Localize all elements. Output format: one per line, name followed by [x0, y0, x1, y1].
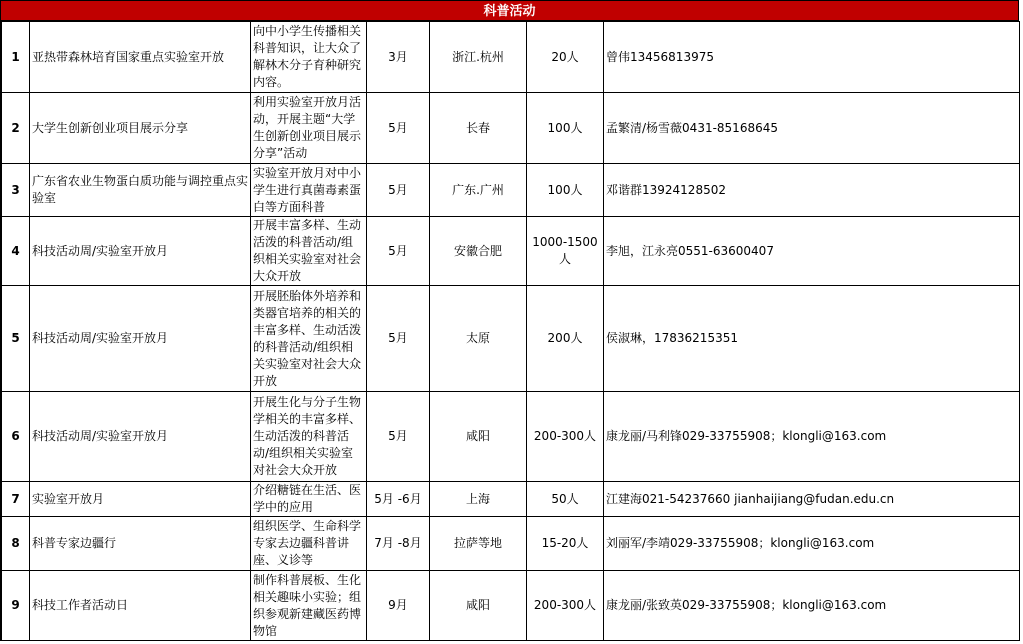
activity-name-cell: 大学生创新创业项目展示分享	[30, 93, 251, 164]
activity-description-cell: 制作科普展板、生化相关趣味小实验；组织参观新建藏医药博物馆	[251, 571, 367, 641]
activity-location-cell: 咸阳	[430, 571, 527, 641]
activity-description-cell: 实验室开放月对中小学生进行真菌毒素蛋白等方面科普	[251, 164, 367, 217]
activity-name-cell: 科普专家边疆行	[30, 517, 251, 571]
contact-cell: 康龙丽/张致英029-33755908；klongli@163.com	[604, 571, 1020, 641]
table-row	[2, 392, 1020, 482]
row-number: 7	[2, 482, 30, 517]
activity-location-cell: 太原	[430, 286, 527, 392]
table-row	[2, 286, 1020, 392]
table-row	[2, 571, 1020, 641]
contact-cell: 曾伟13456813975	[604, 22, 1020, 93]
activity-time-cell: 5月	[367, 93, 430, 164]
activity-description-cell: 利用实验室开放月活动，开展主题“大学生创新创业项目展示分享”活动	[251, 93, 367, 164]
sheet-title: 科普活动	[1, 0, 1019, 21]
row-number: 9	[2, 571, 30, 641]
contact-cell: 康龙丽/马利锋029-33755908；klongli@163.com	[604, 392, 1020, 482]
table-row	[2, 482, 1020, 517]
activity-name-cell: 广东省农业生物蛋白质功能与调控重点实验室	[30, 164, 251, 217]
participant-count-cell: 15-20人	[527, 517, 604, 571]
activity-description-cell: 开展丰富多样、生动活泼的科普活动/组织相关实验室对社会大众开放	[251, 217, 367, 286]
participant-count-cell: 20人	[527, 22, 604, 93]
activity-time-cell: 9月	[367, 571, 430, 641]
contact-cell: 孟繁清/杨雪薇0431-85168645	[604, 93, 1020, 164]
activity-time-cell: 5月 -6月	[367, 482, 430, 517]
row-number: 5	[2, 286, 30, 392]
row-number: 4	[2, 217, 30, 286]
activity-location-cell: 长春	[430, 93, 527, 164]
activity-time-cell: 5月	[367, 217, 430, 286]
activity-table	[1, 21, 1020, 641]
activity-time-cell: 5月	[367, 392, 430, 482]
activity-name-cell: 实验室开放月	[30, 482, 251, 517]
activity-name-cell: 科技活动周/实验室开放月	[30, 286, 251, 392]
activity-location-cell: 浙江.杭州	[430, 22, 527, 93]
participant-count-cell: 100人	[527, 93, 604, 164]
activity-time-cell: 5月	[367, 164, 430, 217]
activity-name-cell: 科技活动周/实验室开放月	[30, 217, 251, 286]
activity-time-cell: 5月	[367, 286, 430, 392]
table-row	[2, 517, 1020, 571]
activity-description-cell: 介绍糖链在生活、医学中的应用	[251, 482, 367, 517]
activity-time-cell: 7月 -8月	[367, 517, 430, 571]
participant-count-cell: 50人	[527, 482, 604, 517]
activity-location-cell: 广东.广州	[430, 164, 527, 217]
contact-cell: 李旭，江永亮0551-63600407	[604, 217, 1020, 286]
activity-location-cell: 上海	[430, 482, 527, 517]
activity-description-cell: 开展生化与分子生物学相关的丰富多样、生动活泼的科普活动/组织相关实验室对社会大众开放	[251, 392, 367, 482]
row-number: 3	[2, 164, 30, 217]
activity-name-cell: 科技工作者活动日	[30, 571, 251, 641]
activity-name-cell: 科技活动周/实验室开放月	[30, 392, 251, 482]
table-row	[2, 217, 1020, 286]
row-number: 1	[2, 22, 30, 93]
row-number: 6	[2, 392, 30, 482]
participant-count-cell: 200-300人	[527, 392, 604, 482]
activity-description-cell: 向中小学生传播相关科普知识，让大众了解林木分子育种研究内容。	[251, 22, 367, 93]
activity-description-cell: 组织医学、生命科学专家去边疆科普讲座、义诊等	[251, 517, 367, 571]
row-number: 2	[2, 93, 30, 164]
contact-cell: 刘丽军/李靖029-33755908；klongli@163.com	[604, 517, 1020, 571]
activity-description-cell: 开展胚胎体外培养和类器官培养的相关的丰富多样、生动活泼的科普活动/组织相关实验室对社会大众开放	[251, 286, 367, 392]
participant-count-cell: 100人	[527, 164, 604, 217]
participant-count-cell: 200人	[527, 286, 604, 392]
table-row	[2, 93, 1020, 164]
activity-time-cell: 3月	[367, 22, 430, 93]
participant-count-cell: 1000-1500人	[527, 217, 604, 286]
contact-cell: 侯淑琳，17836215351	[604, 286, 1020, 392]
activity-name-cell: 亚热带森林培育国家重点实验室开放	[30, 22, 251, 93]
activity-location-cell: 咸阳	[430, 392, 527, 482]
participant-count-cell: 200-300人	[527, 571, 604, 641]
contact-cell: 邓谐群13924128502	[604, 164, 1020, 217]
contact-cell: 江建海021-54237660 jianhaijiang@fudan.edu.cn	[604, 482, 1020, 517]
table-row	[2, 164, 1020, 217]
table-row	[2, 22, 1020, 93]
activity-location-cell: 安徽合肥	[430, 217, 527, 286]
row-number: 8	[2, 517, 30, 571]
activity-location-cell: 拉萨等地	[430, 517, 527, 571]
